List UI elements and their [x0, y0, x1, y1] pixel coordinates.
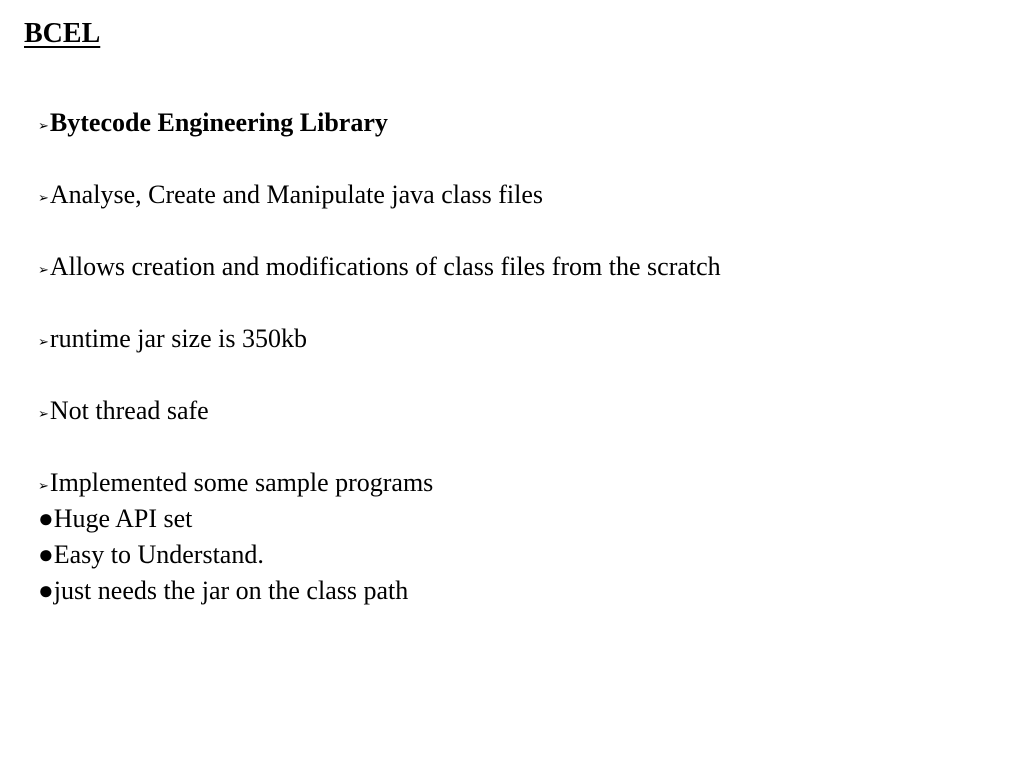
bullet-item: [38, 323, 307, 359]
dot-bullet-icon: ●: [38, 540, 54, 569]
arrow-bullet-icon: ➢: [38, 406, 49, 421]
bullet-item: [38, 179, 543, 215]
bullet-item: [38, 503, 192, 535]
bullet-text: Huge API set: [53, 504, 193, 533]
bullet-text: just needs the jar on the class path: [53, 576, 409, 605]
arrow-bullet-icon: ➢: [38, 334, 49, 349]
bullet-text: Not thread safe: [49, 396, 209, 425]
arrow-bullet-icon: ➢: [38, 478, 49, 493]
bullet-text: Analyse, Create and Manipulate java class files: [49, 180, 544, 209]
slide-title: BCEL: [24, 18, 101, 49]
bullet-item: [38, 539, 264, 571]
arrow-bullet-icon: ➢: [38, 118, 49, 133]
arrow-bullet-icon: ➢: [38, 190, 49, 205]
arrow-bullet-icon: ➢: [38, 262, 49, 277]
dot-bullet-icon: ●: [38, 504, 54, 533]
bullet-item: [38, 467, 433, 503]
bullet-text: Implemented some sample programs: [49, 468, 434, 497]
bullet-item: [38, 395, 209, 431]
bullet-item: [38, 107, 388, 143]
bullet-item: [38, 251, 721, 287]
bullet-item: [38, 575, 408, 607]
bullet-text: Allows creation and modifications of class files from the scratch: [49, 252, 721, 281]
bullet-text: runtime jar size is 350kb: [49, 324, 307, 353]
bullet-text: Bytecode Engineering Library: [49, 108, 388, 137]
dot-bullet-icon: ●: [38, 576, 54, 605]
bullet-text: Easy to Understand.: [53, 540, 264, 569]
